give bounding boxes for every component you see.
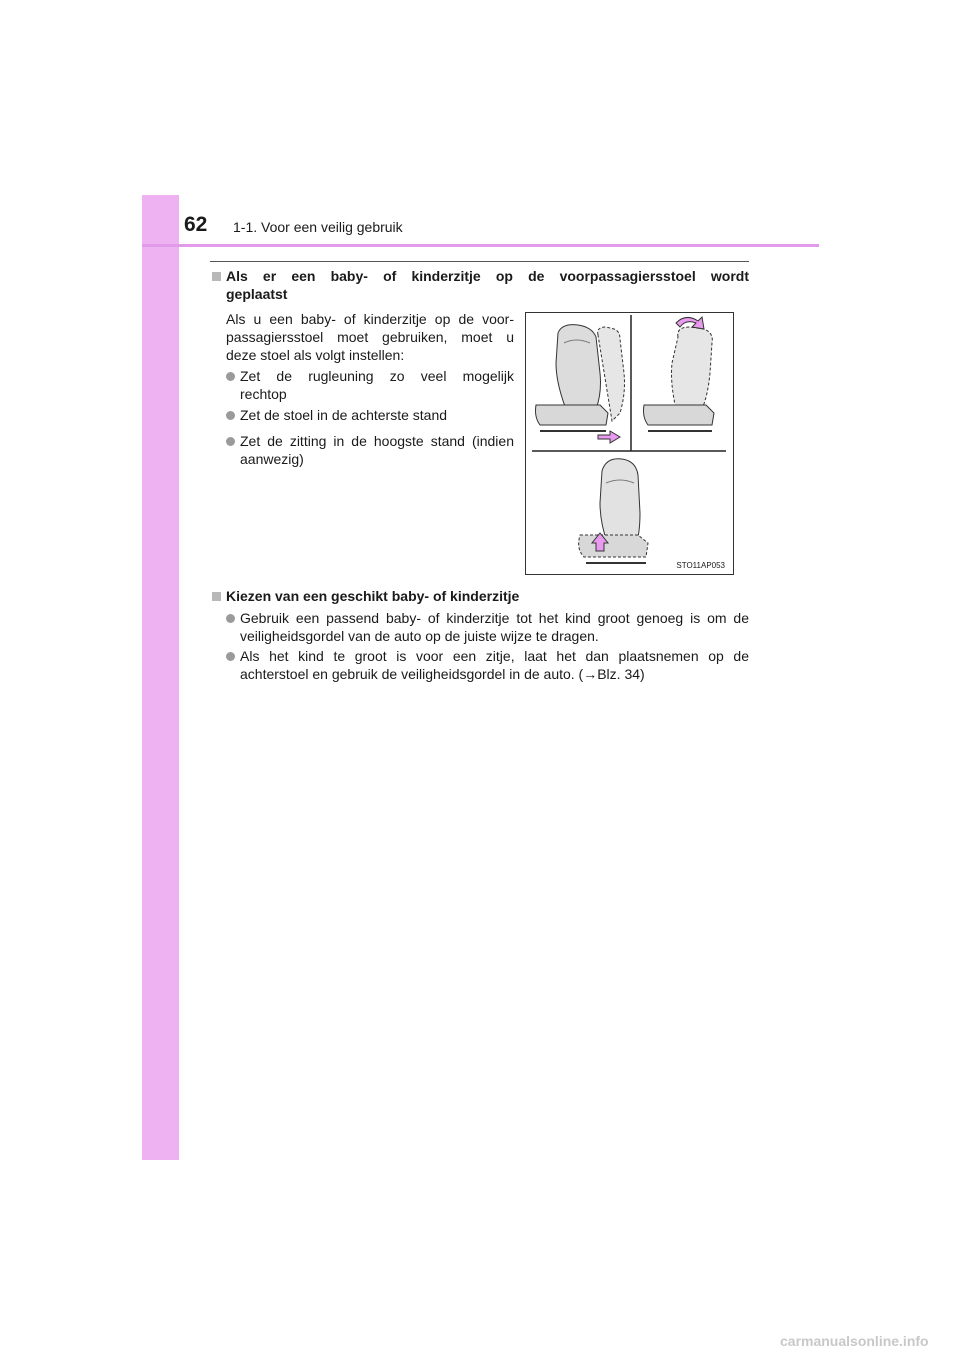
section-title: 1-1. Voor een veilig gebruik bbox=[233, 219, 403, 235]
page-number: 62 bbox=[184, 213, 208, 236]
seat-illustration bbox=[526, 313, 733, 574]
header-divider bbox=[142, 244, 819, 247]
section1-heading-line1: Als er een baby- of kinderzitje op de voorpassagiersstoel wordt bbox=[226, 268, 749, 284]
bullet3-line2: aanwezig) bbox=[240, 451, 304, 467]
bullet-dot-icon bbox=[226, 411, 235, 420]
bullet-dot-icon bbox=[226, 372, 235, 381]
watermark: carmanualsonline.info bbox=[780, 1333, 929, 1349]
section-divider bbox=[210, 261, 749, 262]
bullet1-line2: rechtop bbox=[240, 386, 287, 402]
intro-line3: deze stoel als volgt instellen: bbox=[226, 347, 405, 363]
bullet3-line1: Zet de zitting in de hoogste stand (indien bbox=[240, 433, 514, 449]
sidebar-tab bbox=[142, 195, 179, 1160]
square-bullet-icon bbox=[212, 592, 221, 601]
seat-adjustment-figure bbox=[525, 312, 734, 575]
section2-bullet2-line1: Als het kind te groot is voor een zitje, laat het dan plaatsnemen op de bbox=[240, 648, 749, 664]
section2-bullet1-line2: veiligheidsgordel van de auto op de juiste wijze te dragen. bbox=[240, 628, 599, 644]
bullet-dot-icon bbox=[226, 652, 235, 661]
square-bullet-icon bbox=[212, 272, 221, 281]
bullet-dot-icon bbox=[226, 437, 235, 446]
section1-heading-line2: geplaatst bbox=[226, 286, 288, 302]
section2-bullet1-line1: Gebruik een passend baby- of kinderzitje tot het kind groot genoeg is om de bbox=[240, 610, 749, 626]
figure-code: STO11AP053 bbox=[676, 561, 725, 570]
section2-bullet2-line2: achterstoel en gebruik de veiligheidsgordel in de auto. (→Blz. 34) bbox=[240, 666, 645, 682]
seat-recline-panel bbox=[536, 325, 625, 443]
bullet2-line1: Zet de stoel in de achterste stand bbox=[240, 407, 448, 423]
section2-heading: Kiezen van een geschikt baby- of kinderzitje bbox=[226, 588, 520, 604]
intro-line1: Als u een baby- of kinderzitje op de voor- bbox=[226, 311, 514, 327]
seat-height-panel bbox=[579, 459, 648, 563]
bullet1-line1: Zet de rugleuning zo veel mogelijk bbox=[240, 368, 514, 384]
bullet-dot-icon bbox=[226, 614, 235, 623]
seat-back-panel bbox=[644, 317, 715, 431]
intro-line2: passagiersstoel moet gebruiken, moet u bbox=[226, 329, 514, 345]
